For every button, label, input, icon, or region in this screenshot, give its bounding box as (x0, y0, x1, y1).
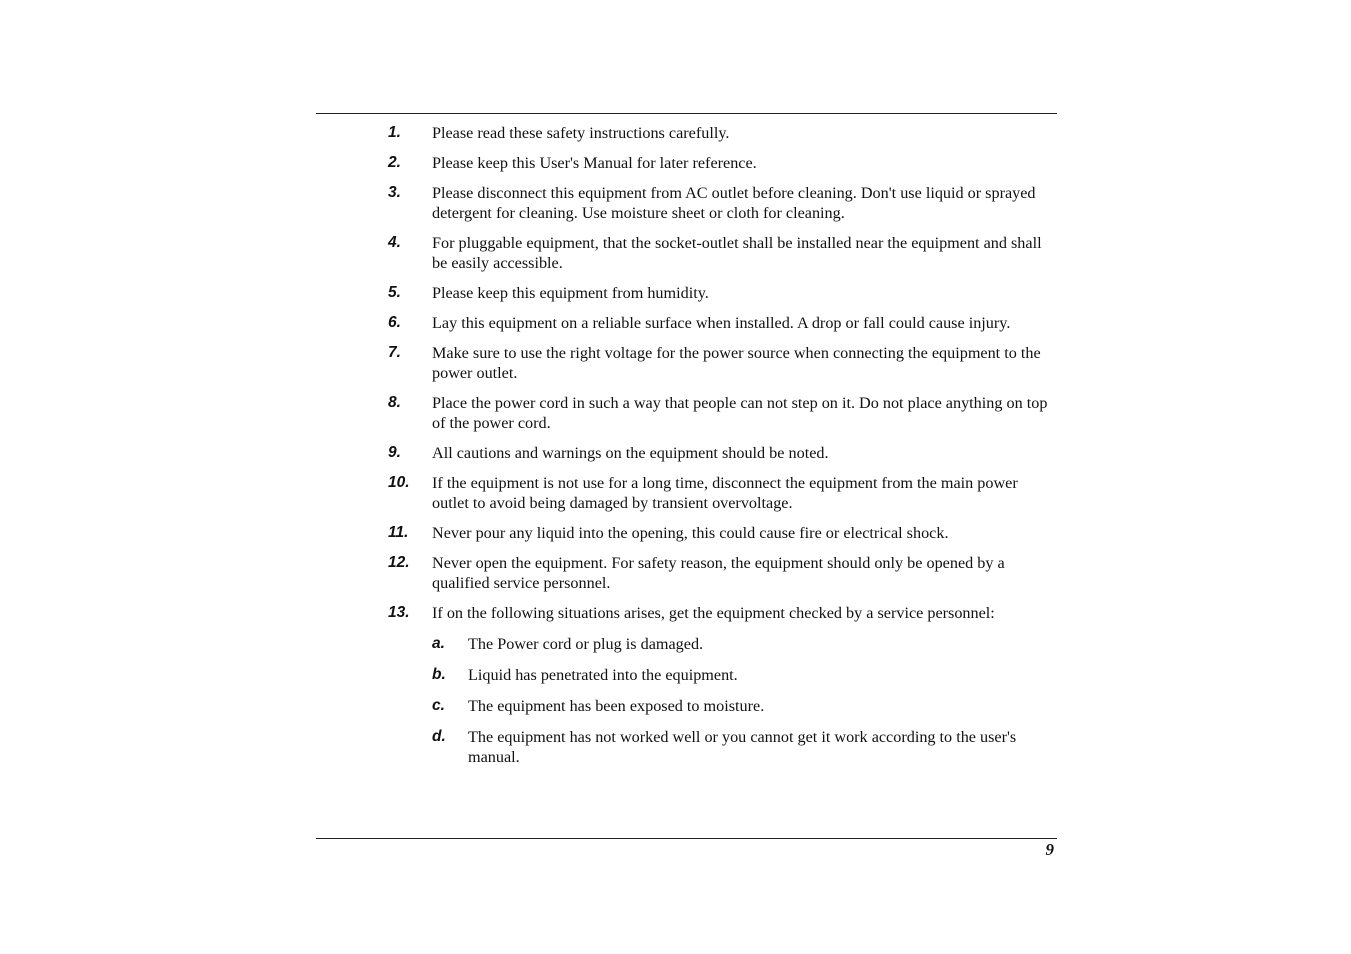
item-number: 11. (388, 524, 409, 541)
subitem-text: The Power cord or plug is damaged. (468, 635, 704, 653)
item-number: 6. (388, 314, 401, 331)
item-text: If on the following situations arises, get the equipment checked by a service personnel: (432, 604, 995, 622)
item-number: 5. (388, 284, 401, 301)
header-rule (316, 113, 1057, 114)
item-text: Please read these safety instructions carefully. (432, 124, 730, 142)
item-number: 1. (388, 124, 401, 141)
list-item (388, 153, 1058, 173)
subitem-text: Liquid has penetrated into the equipment. (468, 666, 738, 684)
item-number: 13. (388, 604, 410, 621)
item-text: If the equipment is not use for a long time, disconnect the equipment from the main power outlet to avoid being damaged by transient overvoltage. (432, 474, 1018, 512)
item-number: 4. (388, 234, 401, 251)
list-item (388, 603, 1058, 623)
item-number: 3. (388, 184, 401, 201)
subitem-letter: a. (432, 635, 445, 652)
item-text: Never pour any liquid into the opening, this could cause fire or electrical shock. (432, 524, 949, 542)
list-item (388, 343, 1058, 383)
item-text: Never open the equipment. For safety reason, the equipment should only be opened by a qualified service personnel. (432, 554, 1005, 592)
list-item (388, 443, 1058, 463)
item-text: Please keep this User's Manual for later reference. (432, 154, 757, 172)
item-number: 2. (388, 154, 401, 171)
subitem-letter: d. (432, 728, 446, 745)
page-number: 9 (1045, 840, 1054, 859)
item-text: Please keep this equipment from humidity. (432, 284, 709, 302)
item-text: Please disconnect this equipment from AC outlet before cleaning. Don't use liquid or sprayed detergent for cleaning. Use moisture sheet or cloth for cleaning. (432, 184, 1036, 222)
list-item (388, 183, 1058, 223)
item-number: 7. (388, 344, 401, 361)
item-number: 10. (388, 474, 410, 491)
subitem-text: The equipment has not worked well or you cannot get it work according to the user's manual. (468, 728, 1017, 766)
list-item (388, 313, 1058, 333)
item-text: For pluggable equipment, that the socket-outlet shall be installed near the equipment and shall be easily accessible. (432, 234, 1042, 272)
list-item (388, 473, 1058, 513)
item-text: Lay this equipment on a reliable surface when installed. A drop or fall could cause injury. (432, 314, 1011, 332)
item-text: Make sure to use the right voltage for the power source when connecting the equipment to the power outlet. (432, 344, 1041, 382)
sub-list-item (388, 665, 1058, 685)
list-item (388, 523, 1058, 543)
item-number: 9. (388, 444, 401, 461)
item-number: 12. (388, 554, 410, 571)
subitem-text: The equipment has been exposed to moisture. (468, 697, 765, 715)
list-item (388, 393, 1058, 433)
list-item (388, 553, 1058, 593)
footer-rule (316, 838, 1057, 839)
safety-instructions-list (388, 123, 1058, 778)
sub-list-item (388, 634, 1058, 654)
list-item (388, 283, 1058, 303)
item-number: 8. (388, 394, 401, 411)
subitem-letter: b. (432, 666, 446, 683)
sub-list-item (388, 727, 1058, 767)
sub-list-item (388, 696, 1058, 716)
list-item (388, 123, 1058, 143)
subitem-letter: c. (432, 697, 445, 714)
item-text: All cautions and warnings on the equipment should be noted. (432, 444, 829, 462)
list-item (388, 233, 1058, 273)
item-text: Place the power cord in such a way that people can not step on it. Do not place anything on top of the power cord. (432, 394, 1048, 432)
